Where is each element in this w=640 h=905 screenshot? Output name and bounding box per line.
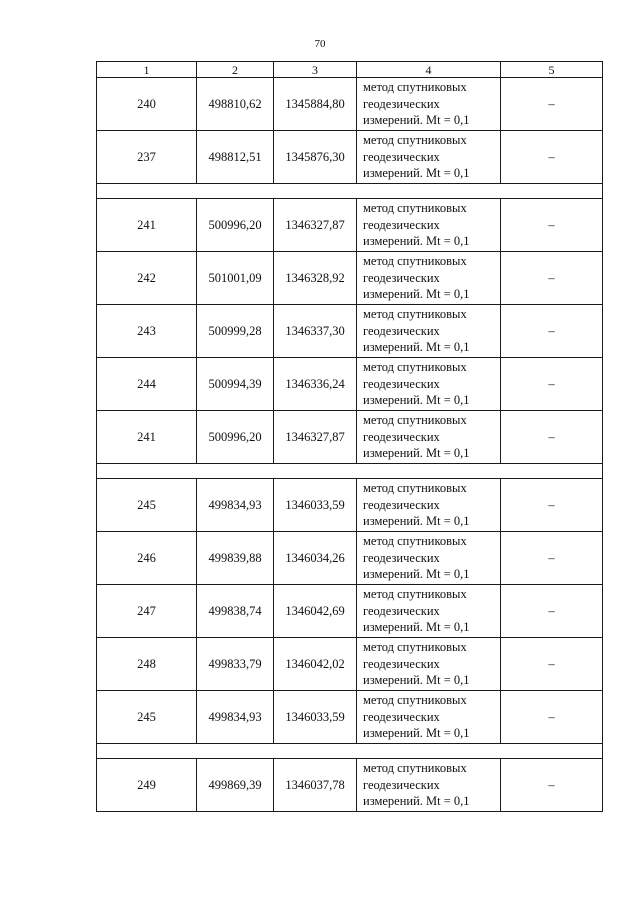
method-cell [357,78,501,131]
point-number-cell: 248 [97,638,197,691]
y-coordinate-cell: 1346337,30 [274,305,357,358]
x-coordinate-cell: 499834,93 [197,691,274,744]
header-cell: 1 [97,62,197,78]
method-line: измерений. Mt = 0,1 [363,673,470,688]
note-cell: – [501,305,603,358]
separator-row [97,184,603,199]
method-line: метод спутниковых [363,481,467,496]
method-line: геодезических [363,376,440,391]
note-cell: – [501,759,603,812]
x-coordinate-cell: 500996,20 [197,411,274,464]
method-line: измерений. Mt = 0,1 [363,340,470,355]
y-coordinate-cell: 1346042,02 [274,638,357,691]
point-number-cell: 241 [97,199,197,252]
point-number-cell: 243 [97,305,197,358]
table-row [97,479,603,532]
separator-row [97,464,603,479]
method-line: геодезических [363,656,440,671]
header-cell: 4 [357,62,501,78]
method-line: геодезических [363,149,440,164]
method-line: измерений. Mt = 0,1 [363,166,470,181]
method-line: геодезических [363,96,440,111]
coordinates-table [96,61,603,812]
table-row [97,358,603,411]
separator-row [97,744,603,759]
x-coordinate-cell: 500996,20 [197,199,274,252]
method-line: метод спутниковых [363,534,467,549]
note-cell: – [501,78,603,131]
y-coordinate-cell: 1346033,59 [274,479,357,532]
method-cell [357,759,501,812]
point-number-cell: 246 [97,532,197,585]
note-cell: – [501,358,603,411]
method-cell [357,131,501,184]
y-coordinate-cell: 1346336,24 [274,358,357,411]
y-coordinate-cell: 1346042,69 [274,585,357,638]
method-cell [357,532,501,585]
note-cell: – [501,411,603,464]
header-cell: 5 [501,62,603,78]
method-line: геодезических [363,777,440,792]
note-cell: – [501,638,603,691]
method-line: измерений. Mt = 0,1 [363,113,470,128]
note-cell: – [501,479,603,532]
method-line: измерений. Mt = 0,1 [363,234,470,249]
point-number-cell: 247 [97,585,197,638]
table-row [97,532,603,585]
x-coordinate-cell: 498810,62 [197,78,274,131]
method-line: метод спутниковых [363,254,467,269]
table-row [97,305,603,358]
note-cell: – [501,252,603,305]
y-coordinate-cell: 1345876,30 [274,131,357,184]
method-line: геодезических [363,603,440,618]
point-number-cell: 245 [97,691,197,744]
header-cell: 2 [197,62,274,78]
method-line: метод спутниковых [363,201,467,216]
table-row [97,78,603,131]
table-body [97,62,603,812]
method-line: метод спутниковых [363,587,467,602]
header-cell: 3 [274,62,357,78]
method-line: измерений. Mt = 0,1 [363,567,470,582]
point-number-cell: 241 [97,411,197,464]
table-row [97,638,603,691]
table-row [97,411,603,464]
separator-cell [97,464,603,479]
method-line: метод спутниковых [363,360,467,375]
method-line: метод спутниковых [363,80,467,95]
method-line: геодезических [363,429,440,444]
table-header-row [97,62,603,78]
x-coordinate-cell: 498812,51 [197,131,274,184]
x-coordinate-cell: 499839,88 [197,532,274,585]
y-coordinate-cell: 1346033,59 [274,691,357,744]
table-row [97,759,603,812]
method-line: метод спутниковых [363,413,467,428]
note-cell: – [501,532,603,585]
method-line: измерений. Mt = 0,1 [363,794,470,809]
y-coordinate-cell: 1346037,78 [274,759,357,812]
method-cell [357,305,501,358]
table-row [97,691,603,744]
y-coordinate-cell: 1345884,80 [274,78,357,131]
x-coordinate-cell: 501001,09 [197,252,274,305]
point-number-cell: 237 [97,131,197,184]
note-cell: – [501,585,603,638]
method-line: измерений. Mt = 0,1 [363,287,470,302]
y-coordinate-cell: 1346327,87 [274,199,357,252]
point-number-cell: 244 [97,358,197,411]
x-coordinate-cell: 499834,93 [197,479,274,532]
table-row [97,585,603,638]
note-cell: – [501,691,603,744]
method-line: геодезических [363,323,440,338]
method-cell [357,199,501,252]
y-coordinate-cell: 1346327,87 [274,411,357,464]
method-line: измерений. Mt = 0,1 [363,726,470,741]
method-cell [357,252,501,305]
separator-cell [97,184,603,199]
separator-cell [97,744,603,759]
method-line: геодезических [363,550,440,565]
x-coordinate-cell: 500994,39 [197,358,274,411]
method-cell [357,638,501,691]
table-row [97,131,603,184]
table-row [97,252,603,305]
point-number-cell: 242 [97,252,197,305]
method-line: метод спутниковых [363,133,467,148]
page-number: 70 [314,38,326,50]
method-cell [357,358,501,411]
note-cell: – [501,131,603,184]
method-cell [357,479,501,532]
point-number-cell: 240 [97,78,197,131]
method-line: метод спутниковых [363,693,467,708]
method-line: геодезических [363,709,440,724]
y-coordinate-cell: 1346328,92 [274,252,357,305]
note-cell: – [501,199,603,252]
method-line: геодезических [363,497,440,512]
point-number-cell: 249 [97,759,197,812]
method-cell [357,585,501,638]
method-line: измерений. Mt = 0,1 [363,393,470,408]
method-line: геодезических [363,270,440,285]
x-coordinate-cell: 499869,39 [197,759,274,812]
method-line: измерений. Mt = 0,1 [363,514,470,529]
method-line: метод спутниковых [363,640,467,655]
method-line: метод спутниковых [363,307,467,322]
method-line: метод спутниковых [363,761,467,776]
point-number-cell: 245 [97,479,197,532]
table-row [97,199,603,252]
method-cell [357,411,501,464]
method-line: измерений. Mt = 0,1 [363,446,470,461]
x-coordinate-cell: 499833,79 [197,638,274,691]
method-cell [357,691,501,744]
x-coordinate-cell: 499838,74 [197,585,274,638]
method-line: геодезических [363,217,440,232]
method-line: измерений. Mt = 0,1 [363,620,470,635]
y-coordinate-cell: 1346034,26 [274,532,357,585]
x-coordinate-cell: 500999,28 [197,305,274,358]
